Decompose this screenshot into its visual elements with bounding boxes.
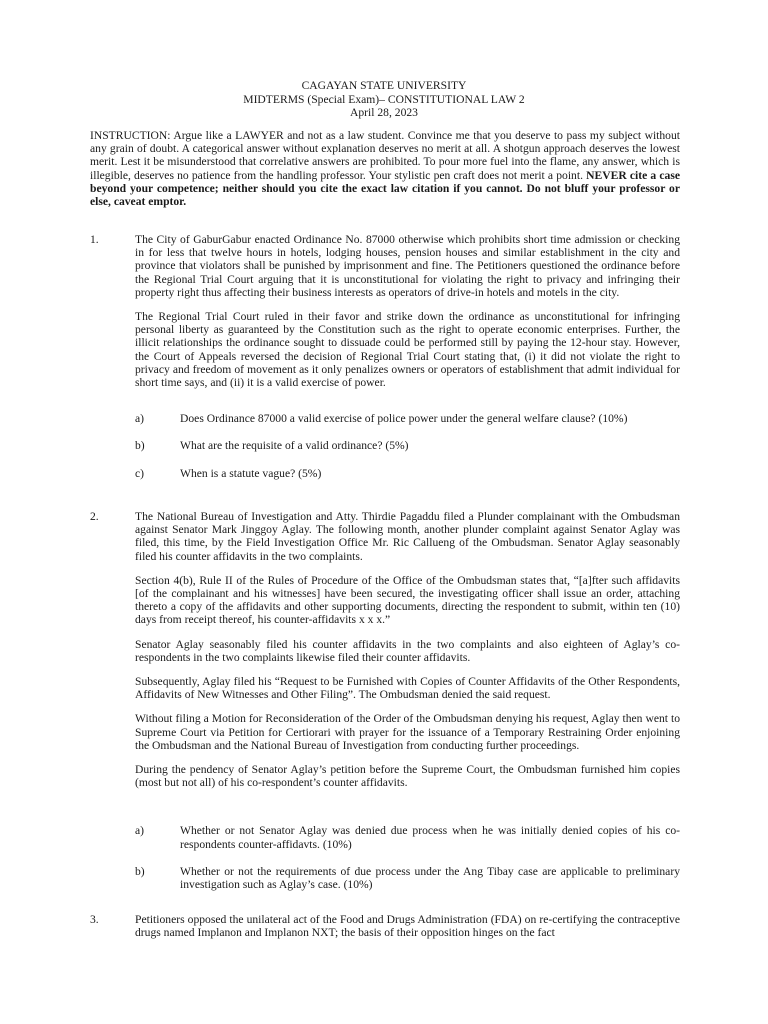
sub-question	[135, 412, 680, 425]
question-number: 3.	[90, 913, 99, 926]
question-paragraph: Petitioners opposed the unilateral act of the Food and Drugs Administration (FDA) on re-certifying the contraceptive drugs named Implanon and Implanon NXT; the basis of their opposition hinges on the fact	[135, 913, 680, 940]
sub-question	[135, 824, 680, 850]
question-paragraph: During the pendency of Senator Aglay’s petition before the Supreme Court, the Ombudsman furnished him copies (most but not all) of his co-respondent’s counter affidavits.	[135, 763, 680, 790]
sub-question	[135, 467, 680, 480]
question-body	[135, 510, 680, 891]
question-paragraph: Senator Aglay seasonably filed his counter affidavits in the two complaints and also eighteen of Aglay’s co-respondents in the two complaints likewise filed their counter affidavits.	[135, 637, 680, 664]
question-paragraph: Subsequently, Aglay filed his “Request to be Furnished with Copies of Counter Affidavits of the Other Respondents, Affidavits of New Witnesses and Other Filing”. The Ombudsman denied the said request.	[135, 675, 680, 702]
exam-date: April 28, 2023	[350, 106, 418, 119]
sub-question-text: What are the requisite of a valid ordinance? (5%)	[180, 439, 409, 453]
instruction-text: INSTRUCTION: Argue like a LAWYER and not as a law student. Convince me that you deserve to pass my subject without any grain of doubt. A categorical answer without explanation deserves no merit at all. A shotgun approach deserves the lowest merit. Lest it be misunderstood that correlative answers are prohibited. To pour more fuel into the flame, any answer, which is illegible, deserves no patience from the handling professor. Your stylistic pen craft does not merit a point.	[90, 129, 680, 182]
sub-question-label: b)	[135, 439, 145, 453]
question-paragraph: The City of GaburGabur enacted Ordinance No. 87000 otherwise which prohibits short time admission or checking in for less that twelve hours in hotels, lodging houses, pension houses and similar establishment in the city and province that violators shall be punished by imprisonment and fine. The Petitioners questioned the ordinance before the Regional Trial Court arguing that it is unconstitutional for violating the right to privacy and infringing their property right thus affecting their business interests as operators of drive-in hotels and motels in the city.	[135, 233, 680, 299]
question-body	[135, 913, 680, 939]
question-paragraph: Without filing a Motion for Reconsideration of the Order of the Ombudsman denying his request, Aglay then went to Supreme Court via Petition for Certiorari with prayer for the issuance of a Temporary Restraining Order enjoining the Ombudsman and the National Bureau of Investigation from conducting further proceedings.	[135, 712, 680, 752]
question-number: 2.	[90, 510, 99, 523]
sub-question-text: When is a statute vague? (5%)	[180, 466, 322, 480]
sub-question-label: c)	[135, 466, 145, 480]
instruction-warning: NEVER cite a case beyond your competence; neither should you cite the exact law citation if you cannot. Do not bluff your professor or else, caveat emptor.	[90, 168, 680, 209]
question-3	[90, 913, 680, 950]
question-2	[90, 510, 680, 902]
sub-question-text: Whether or not the requirements of due process under the Ang Tibay case are applicable to preliminary investigation such as Aglay’s case. (10%)	[180, 864, 680, 892]
sub-question-text: Does Ordinance 87000 a valid exercise of police power under the general welfare clause? (10%)	[180, 412, 628, 426]
university-name: CAGAYAN STATE UNIVERSITY	[301, 79, 467, 92]
exam-header	[0, 79, 768, 120]
sub-question	[135, 439, 680, 452]
instruction-paragraph	[90, 129, 680, 208]
sub-question	[135, 865, 680, 891]
question-paragraph: The National Bureau of Investigation and Atty. Thirdie Pagaddu filed a Plunder complainant with the Ombudsman against Senator Mark Jinggoy Aglay. The following month, another plunder complaint against Senator Aglay was filed, this time, by the Field Investigation Office Mr. Ric Callueng of the Ombudsman. Senator Aglay seasonably filed his counter affidavits in the two complaints.	[135, 510, 680, 563]
sub-question-text: Whether or not Senator Aglay was denied due process when he was initially denied copies of his co-respondents counter-affidavts. (10%)	[180, 824, 680, 851]
exam-title: MIDTERMS (Special Exam)– CONSTITUTIONAL LAW 2	[243, 92, 525, 106]
sub-question-label: a)	[135, 824, 145, 838]
question-body	[135, 233, 680, 480]
sub-question-label: a)	[135, 412, 145, 426]
question-paragraph: Section 4(b), Rule II of the Rules of Procedure of the Office of the Ombudsman states that, “[a]fter such affidavits [of the complainant and his witnesses] have been secured, the investigating officer shall issue an order, attaching thereto a copy of the affidavits and other supporting documents, directing the respondent to submit, within ten (10) days from receipt thereof, his counter-affidavits x x x.”	[135, 573, 680, 627]
question-paragraph: The Regional Trial Court ruled in their favor and strike down the ordinance as unconstitutional for infringing personal liberty as guaranteed by the Constitution such as the right to operate economic enterprises. Further, the illicit relationships the ordinance sought to dissuade could be performed still by paying the 12-hour stay. However, the Court of Appeals reversed the decision of Regional Trial Court stating that, (i) it did not violate the right to privacy and freedom of movement as it only penalizes owners or operators of establishment that admit individual for short time says, and (ii) it is a valid exercise of power.	[135, 310, 680, 390]
question-1	[90, 233, 680, 491]
question-number: 1.	[90, 233, 99, 246]
sub-question-label: b)	[135, 864, 145, 878]
